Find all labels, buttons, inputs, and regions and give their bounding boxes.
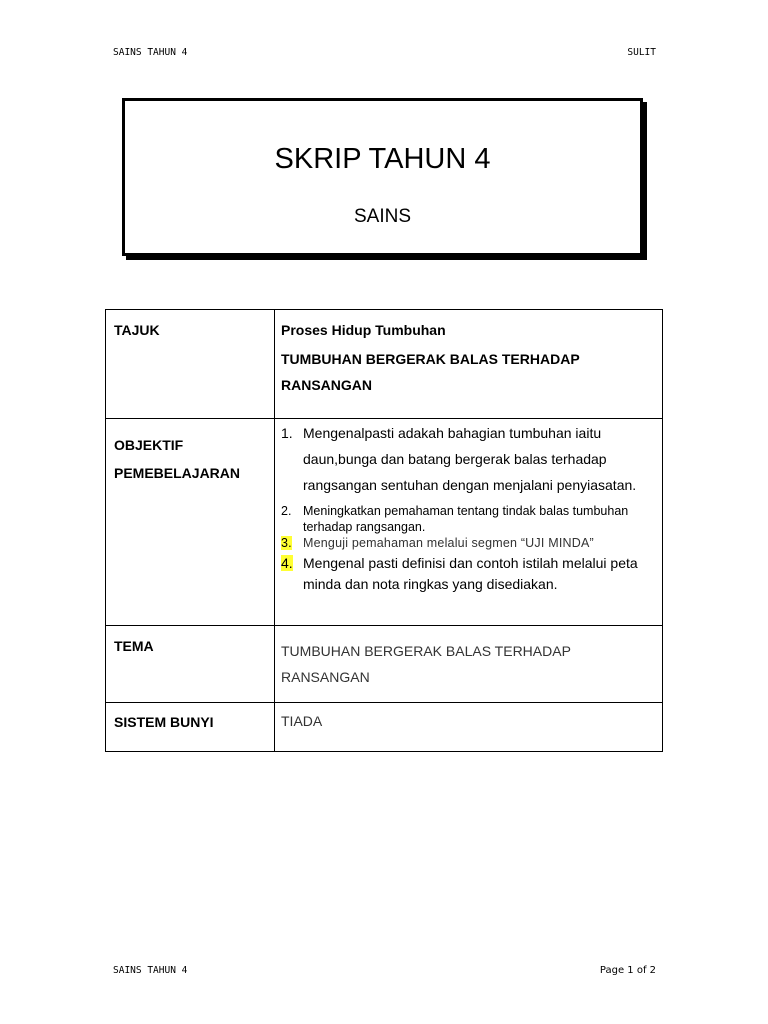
list-item-text: Mengenalpasti adakah bahagian tumbuhan iaitu daun,bunga dan batang bergerak balas terhadap rangsangan sentuhan dengan menjalani penyiasatan.: [303, 425, 637, 493]
list-item: [281, 503, 658, 535]
header-right-text: SULIT: [627, 47, 656, 58]
tajuk-value: [275, 310, 663, 419]
list-item-number-highlighted: 4.: [281, 555, 293, 571]
list-item-number: 2.: [281, 504, 292, 518]
list-item-text: Meningkatkan pemahaman tentang tindak balas tumbuhan terhadap rangsangan.: [303, 504, 629, 534]
tajuk-line-2: TUMBUHAN BERGERAK BALAS TERHADAP RANSANGAN: [281, 351, 580, 393]
table-row-objektif: [106, 419, 663, 626]
document-subtitle: SAINS: [353, 206, 412, 227]
header-left-text: SAINS TAHUN 4: [113, 47, 188, 58]
document-title: SKRIP TAHUN 4: [274, 143, 491, 175]
list-item-text: Menguji pemahaman melalui segmen “UJI MINDA”: [303, 536, 594, 550]
page-header: [113, 47, 656, 58]
info-table: [105, 309, 663, 752]
sistem-bunyi-value: TIADA: [275, 703, 663, 752]
table-row-tema: [106, 626, 663, 703]
sistem-bunyi-label: SISTEM BUNYI: [106, 703, 275, 752]
table-row-tajuk: [106, 310, 663, 419]
list-item: [281, 535, 658, 551]
page-footer: [113, 965, 656, 976]
tema-value: TUMBUHAN BERGERAK BALAS TERHADAP RANSANGAN: [275, 626, 663, 703]
title-box: [122, 98, 643, 256]
tema-label: TEMA: [106, 626, 275, 703]
objektif-label-line-1: OBJEKTIF: [114, 437, 184, 453]
page-number: Page 1 of 2: [599, 965, 656, 976]
list-item-number: 1.: [281, 425, 293, 441]
tajuk-label: TAJUK: [106, 310, 275, 419]
list-item-number-highlighted: 3.: [281, 536, 292, 550]
objektif-label-line-2: PEMEBELAJARAN: [114, 465, 241, 481]
list-item: [281, 420, 658, 498]
objektif-label: [106, 419, 275, 626]
objektif-value: [275, 419, 663, 626]
footer-left-text: SAINS TAHUN 4: [113, 965, 188, 976]
list-item-text: Mengenal pasti definisi dan contoh istilah melalui peta minda dan nota ringkas yang disediakan.: [303, 555, 638, 592]
list-item: [281, 553, 658, 595]
tajuk-line-1: Proses Hidup Tumbuhan: [281, 322, 446, 338]
table-row-sistem-bunyi: [106, 703, 663, 752]
